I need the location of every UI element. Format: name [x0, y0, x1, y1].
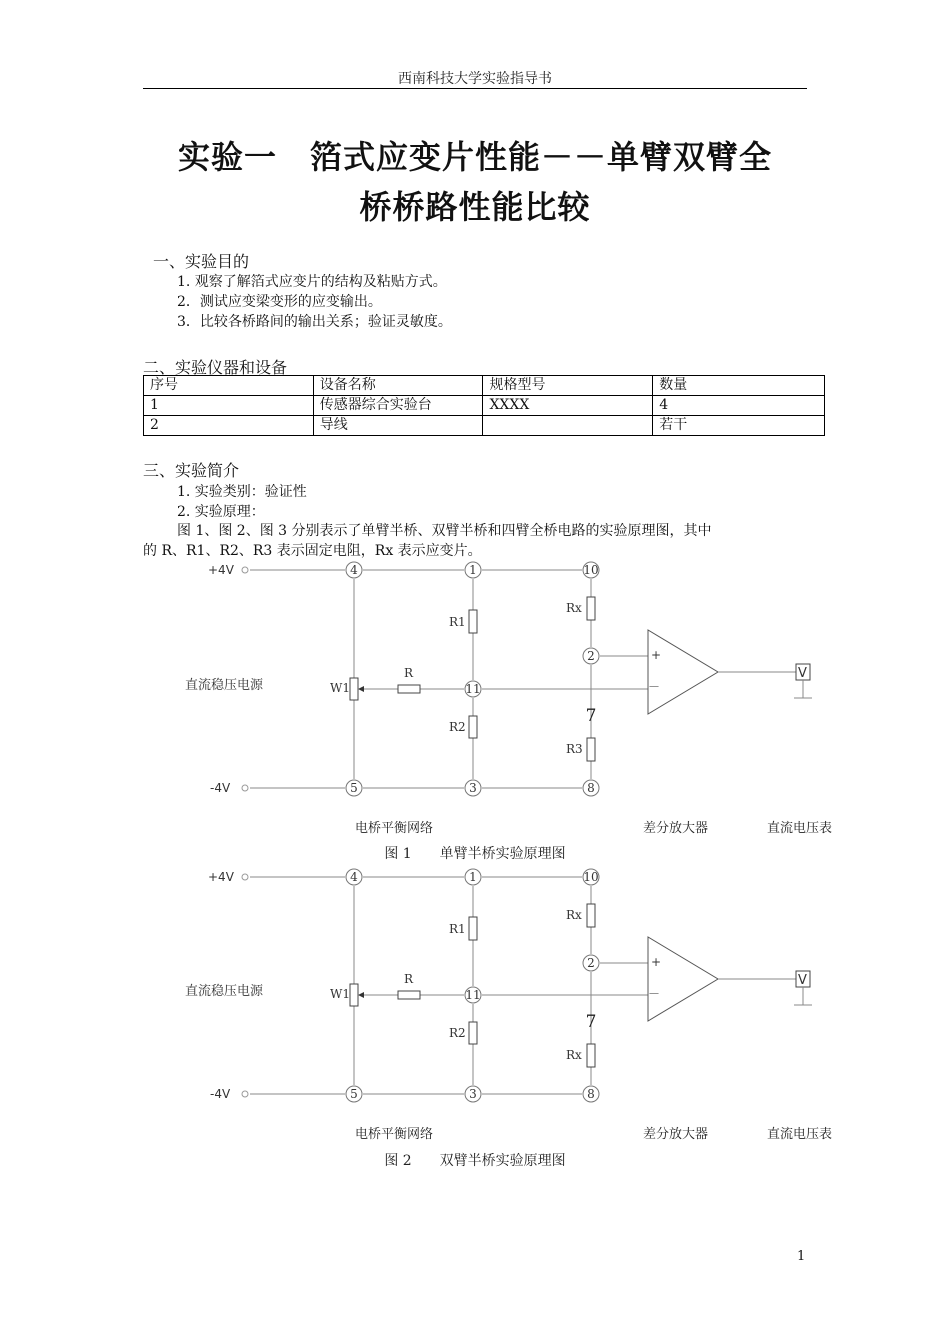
node-3-label: 3	[469, 1087, 477, 1101]
header-rule	[143, 88, 807, 89]
bridge-network-label: 电桥平衡网络	[355, 1127, 434, 1142]
upper-resistor-label: Rx	[566, 908, 582, 922]
objective-item-3: 3．比较各桥路间的输出关系；验证灵敏度。	[177, 314, 452, 330]
lower-resistor-label: Rx	[566, 1048, 582, 1062]
minus-supply-label: -4V	[210, 781, 231, 795]
table-cell: 1	[144, 396, 314, 416]
minus-supply-label: -4V	[210, 1087, 231, 1101]
node-5-label: 5	[350, 781, 358, 795]
w1-label: W1	[330, 681, 350, 695]
table-cell: 若干	[653, 416, 825, 436]
r-label: R	[404, 972, 414, 986]
r1-label: R1	[449, 615, 466, 629]
table-cell: 4	[653, 396, 825, 416]
diff-amplifier-label: 差分放大器	[643, 821, 709, 836]
node-1-label: 1	[469, 563, 477, 577]
lower-resistor-label: R3	[566, 742, 583, 756]
principle-paragraph-line-2: 的 R、R1、R2、R3 表示固定电阻，Rx 表示应变片。	[143, 543, 482, 559]
header-cell-index: 序号	[144, 376, 314, 396]
opamp-minus-label: －	[648, 680, 661, 694]
table-row	[144, 396, 825, 416]
power-supply-label: 直流稳压电源	[185, 984, 264, 999]
node-2-label: 2	[587, 956, 595, 970]
table-cell	[483, 416, 653, 436]
header-cell-model: 规格型号	[483, 376, 653, 396]
node-11-label: 11	[465, 682, 481, 696]
page-number: 1	[797, 1249, 806, 1264]
figure-2-circuit-diagram	[0, 867, 950, 1172]
dc-voltmeter-label: 直流电压表	[767, 1127, 833, 1142]
r1-label: R1	[449, 922, 466, 936]
figure-1-caption: 图 1 单臂半桥实验原理图	[384, 846, 566, 862]
power-supply-label: 直流稳压电源	[185, 678, 264, 693]
voltmeter-label: V	[798, 973, 807, 988]
page-header: 西南科技大学实验指导书	[398, 71, 552, 87]
node-7-label: 7	[585, 706, 597, 726]
node-8-label: 8	[587, 781, 595, 795]
table-header-row	[144, 376, 825, 396]
r-label: R	[404, 666, 414, 680]
opamp-plus-label: +	[651, 648, 662, 662]
upper-resistor-label: Rx	[566, 601, 582, 615]
equipment-table	[143, 375, 825, 436]
opamp-minus-label: －	[648, 987, 661, 1001]
node-10-label: 10	[583, 563, 599, 577]
table-cell: 2	[144, 416, 314, 436]
dc-voltmeter-label: 直流电压表	[767, 821, 833, 836]
node-4-label: 4	[350, 870, 358, 884]
r2-label: R2	[449, 1026, 466, 1040]
node-3-label: 3	[469, 781, 477, 795]
intro-item-2: 2. 实验原理：	[177, 504, 265, 520]
bridge-network-label: 电桥平衡网络	[355, 821, 434, 836]
header-cell-name: 设备名称	[313, 376, 483, 396]
node-7-label: 7	[585, 1012, 597, 1032]
node-8-label: 8	[587, 1087, 595, 1101]
title-line-1: 实验一 箔式应变片性能－－单臂双臂全	[177, 138, 772, 176]
title-line-2: 桥桥路性能比较	[359, 188, 591, 226]
table-row	[144, 416, 825, 436]
intro-item-1: 1. 实验类别：验证性	[177, 484, 307, 500]
objective-item-1: 1. 观察了解箔式应变片的结构及粘贴方式。	[177, 274, 447, 290]
table-cell: 导线	[313, 416, 483, 436]
w1-label: W1	[330, 987, 350, 1001]
principle-paragraph-line-1: 图 1、图 2、图 3 分别表示了单臂半桥、双臂半桥和四臂全桥电路的实验原理图，其中	[177, 523, 712, 539]
section-2-heading: 二、实验仪器和设备	[143, 358, 288, 377]
diff-amplifier-label: 差分放大器	[643, 1127, 709, 1142]
node-1-label: 1	[469, 870, 477, 884]
node-11-label: 11	[465, 988, 481, 1002]
plus-supply-label: +4V	[208, 563, 234, 577]
table-cell: XXXX	[483, 396, 653, 416]
plus-supply-label: +4V	[208, 870, 234, 884]
figure-2-caption: 图 2 双臂半桥实验原理图	[384, 1153, 566, 1169]
section-3-heading: 三、实验简介	[143, 461, 240, 480]
table-cell: 传感器综合实验台	[313, 396, 483, 416]
r2-label: R2	[449, 720, 466, 734]
node-4-label: 4	[350, 563, 358, 577]
header-cell-quantity: 数量	[653, 376, 825, 396]
voltmeter-label: V	[798, 666, 807, 681]
node-10-label: 10	[583, 870, 599, 884]
opamp-plus-label: +	[651, 955, 662, 969]
node-5-label: 5	[350, 1087, 358, 1101]
objective-item-2: 2．测试应变梁变形的应变输出。	[177, 294, 382, 310]
figure-1-circuit-diagram	[0, 560, 950, 865]
section-1-heading: 一、实验目的	[153, 252, 250, 271]
node-2-label: 2	[587, 649, 595, 663]
